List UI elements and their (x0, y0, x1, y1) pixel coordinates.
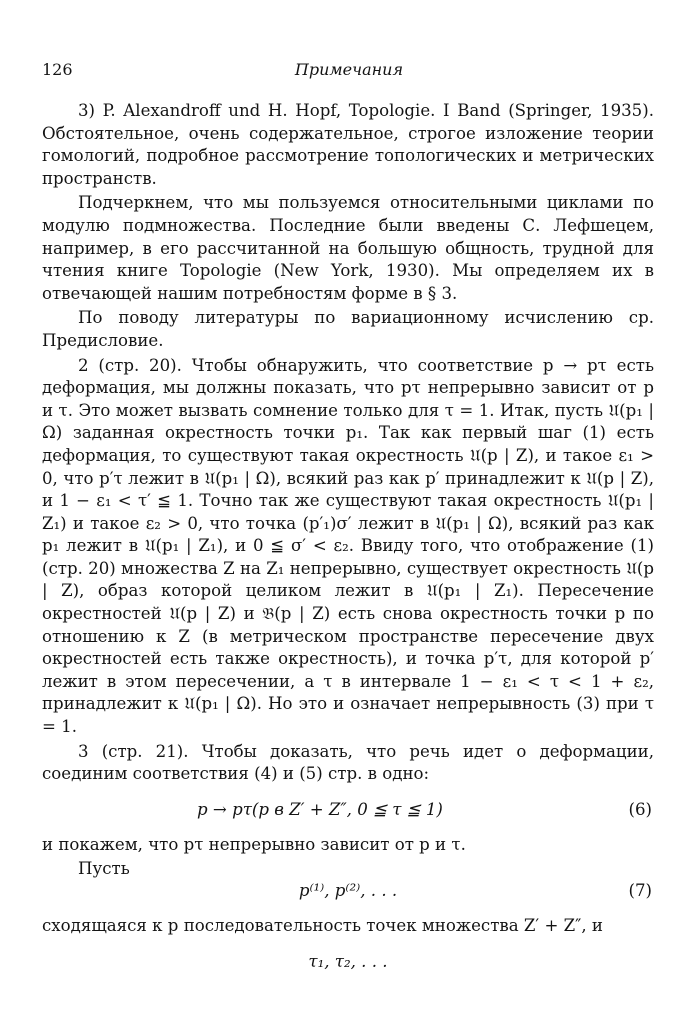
paragraph-relative-cycles: Подчеркнем, что мы пользуемся относительными циклами по модулю подмножества. Последние были введены С. Лефшецем, например, в его рассчитанной на большую общность, трудной для чтения книге Topologie (New York, 1930). Мы определяем их в отвечающей нашим потребностям форме в § 3. (42, 193, 654, 303)
equation-7 (42, 875, 654, 909)
page-header (42, 60, 656, 84)
equation-8 (42, 946, 654, 980)
page-number: 126 (42, 60, 73, 79)
equation-7-number: (7) (628, 881, 652, 900)
equation-7-body: p⁽¹⁾, p⁽²⁾, . . . (298, 881, 398, 900)
body-text (42, 100, 654, 986)
paragraph-note-2: 2 (стр. 20). Чтобы обнаружить, что соответствие p → pτ есть деформация, мы должны показать, что pτ непрерывно зависит от p и τ. Это может вызвать сомнение только для τ = 1. Итак, пусть 𝔘(p₁ | Ω) заданная окрестность точки p₁. Так как первый шаг (1) есть деформация, то существуют такая окрестность 𝔘(p | Z), и такое ε₁ > 0, что p′τ лежит в 𝔘(p₁ | Ω), всякий раз как p′ принадлежит к 𝔘(p | Z), и 1 − ε₁ < τ′ ≦ 1. Точно так же существуют такая окрестность 𝔘(p₁ | Z₁) и такое ε₂ > 0, что точка (p′₁)σ′ лежит в 𝔘(p₁ | Ω), всякий раз как p₁ лежит в 𝔘(p₁ | Z₁), и 0 ≦ σ′ < ε₂. Ввиду того, что отображение (1) (стр. 20) множества Z на Z₁ непрерывно, существует окрестность 𝔘(p | Z), образ которой целиком лежит в 𝔘(p₁ | Z₁). Пересечение окрестностей 𝔘(p | Z) и 𝔅(p | Z) есть снова окрестность точки p по отношению к Z (в метрическом пространстве пересечение двух окрестностей есть также окрестность), и точка p′τ, для которой p′ лежит в этом пересечении, а τ в интервале 1 − ε₁ < τ < 1 + ε₂, принадлежит к 𝔘(p₁ | Ω). Но это и означает непрерывность (3) при τ = 1. (42, 355, 654, 737)
paragraph-note-3: 3 (стр. 21). Чтобы доказать, что речь идет о деформации, соединим соответствия (4) и (5) стр. в одно: (42, 741, 654, 784)
equation-6 (42, 794, 654, 828)
equation-6-body: p → pτ(p в Z′ + Z″, 0 ≦ τ ≦ 1) (197, 799, 443, 819)
paragraph-converging-sequence: сходящаяся к p последовательность точек множества Z′ + Z″, и (42, 916, 603, 935)
running-title: Примечания (294, 60, 404, 79)
equation-6-number: (6) (628, 799, 652, 819)
paragraph-variational-literature: По поводу литературы по вариационному исчислению ср. Предисловие. (42, 308, 654, 350)
paragraph-continuity-claim: и покажем, что pτ непрерывно зависит от p и τ. (42, 834, 466, 854)
paragraph-let: Пусть (78, 859, 130, 879)
equation-8-body: τ₁, τ₂, . . . (308, 951, 388, 971)
paragraph-reference-alexandroff-hopf: 3) P. Alexandroff und H. Hopf, Topologie. I Band (Springer, 1935). Обстоятельное, очень содержательное, строгое изложение теории гомологий, подробное рассмотрение топологических и метрических пространств. (42, 101, 654, 188)
